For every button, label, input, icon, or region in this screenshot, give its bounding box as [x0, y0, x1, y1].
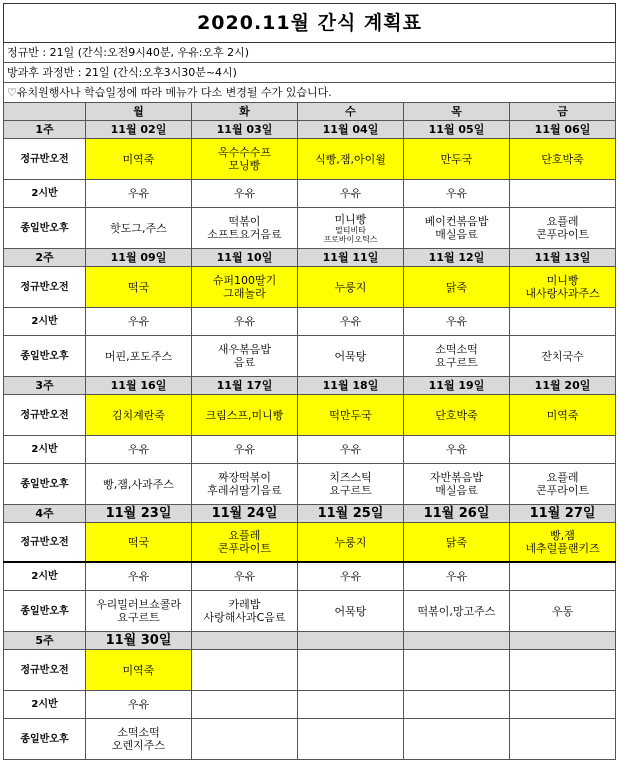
menu-row — [4, 562, 616, 591]
menu-cell — [86, 691, 192, 719]
menu-cell — [404, 562, 510, 591]
menu-cell — [192, 308, 298, 336]
menu-cell — [298, 395, 404, 436]
menu-cell — [86, 650, 192, 691]
menu-cell — [192, 336, 298, 377]
menu-item-text: 요플레 — [546, 215, 579, 228]
menu-cell — [404, 436, 510, 464]
menu-item-text: 식빵,잼,아이윌 — [315, 152, 386, 166]
date-cell: 11월 12일 — [404, 249, 510, 267]
menu-item-text: 우유 — [339, 570, 362, 583]
menu-item-text: 요플레 — [228, 529, 261, 542]
menu-cell — [192, 691, 298, 719]
row-label: 2시반 — [4, 436, 86, 464]
menu-item-text: 크림스프,미니빵 — [205, 408, 284, 422]
menu-cell — [192, 464, 298, 505]
row-label: 종일반오후 — [4, 336, 86, 377]
week-label: 4주 — [4, 505, 86, 523]
week-label: 2주 — [4, 249, 86, 267]
info-line-notice: ♡유치원행사나 학습일정에 따라 메뉴가 다소 변경될 수가 있습니다. — [4, 83, 616, 103]
menu-cell — [510, 719, 616, 760]
menu-cell — [510, 650, 616, 691]
menu-item-text: 베이컨볶음밥 — [424, 215, 489, 228]
menu-row — [4, 691, 616, 719]
date-cell: 11월 05일 — [404, 121, 510, 139]
menu-cell — [404, 650, 510, 691]
corner-cell — [4, 103, 86, 121]
day-header-wed: 수 — [298, 103, 404, 121]
menu-cell — [510, 436, 616, 464]
menu-row — [4, 395, 616, 436]
menu-row — [4, 650, 616, 691]
menu-cell — [86, 267, 192, 308]
day-header-tue: 화 — [192, 103, 298, 121]
menu-cell — [404, 308, 510, 336]
menu-cell — [298, 650, 404, 691]
menu-cell — [192, 650, 298, 691]
date-cell: 11월 24일 — [192, 505, 298, 523]
date-cell: 11월 26일 — [404, 505, 510, 523]
menu-cell — [86, 719, 192, 760]
menu-cell — [510, 691, 616, 719]
menu-item-text: 누룽지 — [334, 535, 367, 549]
menu-row — [4, 139, 616, 180]
menu-cell — [510, 523, 616, 563]
menu-item-text: 핫도그,주스 — [110, 221, 167, 235]
week-date-row — [4, 505, 616, 523]
menu-item-text: 우유 — [233, 315, 256, 328]
menu-cell — [86, 139, 192, 180]
menu-cell — [86, 464, 192, 505]
menu-cell — [404, 523, 510, 563]
day-header-thu: 목 — [404, 103, 510, 121]
menu-item-text: 우유 — [339, 315, 362, 328]
menu-item-text: 사랑해사과C음료 — [203, 611, 286, 624]
menu-item-text: 자반볶음밥 — [429, 471, 484, 484]
week-date-row — [4, 632, 616, 650]
date-cell: 11월 10일 — [192, 249, 298, 267]
menu-cell — [86, 336, 192, 377]
menu-cell — [298, 208, 404, 249]
menu-cell — [404, 395, 510, 436]
menu-cell — [298, 464, 404, 505]
row-label: 종일반오후 — [4, 464, 86, 505]
menu-cell — [86, 180, 192, 208]
menu-item-text: 우유 — [127, 187, 150, 200]
menu-item-text: 우유 — [127, 570, 150, 583]
week-date-row — [4, 121, 616, 139]
menu-cell — [298, 562, 404, 591]
menu-row — [4, 591, 616, 632]
menu-item-text: 미역죽 — [122, 663, 155, 677]
menu-item-text: 콘푸라이트 — [217, 542, 272, 555]
menu-row — [4, 308, 616, 336]
menu-item-text: 우유 — [445, 443, 468, 456]
menu-item-text: 우유 — [339, 443, 362, 456]
menu-row — [4, 267, 616, 308]
menu-item-text: 우유 — [233, 570, 256, 583]
snack-plan-table — [3, 3, 616, 760]
menu-cell — [298, 719, 404, 760]
menu-row — [4, 464, 616, 505]
date-cell: 11월 06일 — [510, 121, 616, 139]
menu-item-text: 우유 — [233, 443, 256, 456]
menu-item-text: 치즈스틱 — [329, 471, 372, 484]
menu-item-text: 짜장떡볶이 — [217, 471, 272, 484]
menu-cell — [192, 267, 298, 308]
menu-cell — [404, 691, 510, 719]
menu-item-text: 요플레 — [546, 471, 579, 484]
menu-cell — [192, 719, 298, 760]
menu-cell — [192, 436, 298, 464]
menu-item-text: 떡만두국 — [329, 408, 372, 422]
menu-cell — [192, 395, 298, 436]
menu-cell — [510, 180, 616, 208]
menu-cell — [86, 208, 192, 249]
menu-item-text: 머핀,포도주스 — [104, 349, 173, 363]
menu-cell — [510, 395, 616, 436]
menu-item-text: 어묵탕 — [334, 349, 367, 363]
menu-cell — [404, 139, 510, 180]
menu-item-text: 우유 — [445, 187, 468, 200]
menu-cell — [510, 139, 616, 180]
menu-item-text: 우유 — [127, 443, 150, 456]
date-cell: 11월 23일 — [86, 505, 192, 523]
menu-cell — [192, 562, 298, 591]
menu-item-text: 음료 — [233, 356, 256, 369]
menu-cell — [192, 523, 298, 563]
row-label: 2시반 — [4, 308, 86, 336]
menu-item-text: 새우볶음밥 — [217, 343, 272, 356]
row-label: 정규반오전 — [4, 650, 86, 691]
menu-item-text: 김치계란죽 — [111, 408, 166, 422]
menu-item-text: 우유 — [127, 698, 150, 711]
menu-item-text: 프로바이오틱스 — [323, 234, 378, 244]
menu-cell — [86, 395, 192, 436]
menu-item-text: 콘푸라이트 — [535, 484, 590, 497]
menu-item-text: 우유 — [127, 315, 150, 328]
menu-item-text: 잔치국수 — [541, 349, 584, 363]
date-cell: 11월 27일 — [510, 505, 616, 523]
menu-item-text: 모닝빵 — [228, 159, 261, 172]
menu-cell — [298, 336, 404, 377]
row-label: 종일반오후 — [4, 208, 86, 249]
menu-item-text: 오렌지주스 — [111, 739, 166, 752]
menu-cell — [298, 436, 404, 464]
menu-cell — [404, 267, 510, 308]
row-label: 2시반 — [4, 180, 86, 208]
row-label: 정규반오전 — [4, 139, 86, 180]
menu-item-text: 떡국 — [127, 535, 150, 549]
menu-cell — [86, 523, 192, 563]
week-label: 1주 — [4, 121, 86, 139]
date-cell: 11월 09일 — [86, 249, 192, 267]
date-cell: 11월 17일 — [192, 377, 298, 395]
menu-cell — [86, 308, 192, 336]
row-label: 2시반 — [4, 691, 86, 719]
menu-item-text: 떡볶이 — [228, 215, 261, 228]
row-label: 종일반오후 — [4, 719, 86, 760]
date-cell: 11월 18일 — [298, 377, 404, 395]
menu-row — [4, 719, 616, 760]
menu-item-text: 닭죽 — [445, 535, 468, 549]
menu-item-text: 만두국 — [440, 152, 473, 166]
menu-cell — [192, 139, 298, 180]
info-line-regular: 정규반 : 21일 (간식:오전9시40분, 우유:오후 2시) — [4, 43, 616, 63]
day-header-fri: 금 — [510, 103, 616, 121]
menu-item-text: 옥수수수프 — [217, 146, 272, 159]
date-cell: 11월 04일 — [298, 121, 404, 139]
menu-cell — [510, 464, 616, 505]
menu-item-text: 소프트요거음료 — [207, 228, 282, 241]
menu-item-text: 빵,잼,사과주스 — [103, 477, 174, 491]
menu-item-text: 우유 — [445, 315, 468, 328]
menu-item-text: 요구르트 — [117, 611, 160, 624]
menu-item-text: 그래놀라 — [223, 287, 266, 300]
date-cell: 11월 30일 — [86, 632, 192, 650]
menu-cell — [404, 591, 510, 632]
menu-item-text: 미니빵 — [546, 274, 579, 287]
menu-cell — [298, 267, 404, 308]
menu-item-text: 미역죽 — [546, 408, 579, 422]
date-cell — [404, 632, 510, 650]
date-cell — [510, 632, 616, 650]
menu-cell — [298, 139, 404, 180]
menu-cell — [510, 208, 616, 249]
week-label: 3주 — [4, 377, 86, 395]
menu-cell — [298, 591, 404, 632]
menu-item-text: 내사랑사과주스 — [525, 287, 600, 300]
menu-item-text: 미역죽 — [122, 152, 155, 166]
week-date-row — [4, 249, 616, 267]
menu-item-text: 떡볶이,망고주스 — [417, 604, 496, 618]
menu-cell — [298, 180, 404, 208]
menu-cell — [510, 336, 616, 377]
menu-item-text: 멀티비타 — [335, 225, 366, 235]
date-cell: 11월 11일 — [298, 249, 404, 267]
menu-cell — [510, 308, 616, 336]
date-cell: 11월 02일 — [86, 121, 192, 139]
menu-item-text: 후레쉬딸기음료 — [207, 484, 282, 497]
date-cell: 11월 13일 — [510, 249, 616, 267]
page-title: 2020.11월 간식 계획표 — [4, 4, 616, 43]
menu-item-text: 소떡소떡 — [117, 726, 160, 739]
row-label: 종일반오후 — [4, 591, 86, 632]
menu-row — [4, 523, 616, 563]
menu-cell — [510, 267, 616, 308]
menu-item-text: 소떡소떡 — [435, 343, 478, 356]
menu-item-text: 우동 — [551, 604, 574, 618]
menu-cell — [404, 719, 510, 760]
menu-item-text: 요구르트 — [329, 484, 372, 497]
menu-cell — [298, 308, 404, 336]
menu-item-text: 슈퍼100딸기 — [212, 274, 277, 287]
menu-cell — [404, 336, 510, 377]
menu-item-text: 어묵탕 — [334, 604, 367, 618]
menu-cell — [192, 180, 298, 208]
date-cell: 11월 03일 — [192, 121, 298, 139]
menu-item-text: 우유 — [233, 187, 256, 200]
menu-item-text: 빵,잼 — [550, 529, 575, 542]
menu-item-text: 단호박죽 — [541, 152, 584, 166]
menu-item-text: 미니빵 — [334, 212, 367, 226]
week-date-row — [4, 377, 616, 395]
menu-item-text: 네추럴플랜키즈 — [525, 542, 600, 555]
snack-plan-sheet — [3, 3, 615, 760]
menu-item-text: 닭죽 — [445, 280, 468, 294]
day-header-row — [4, 103, 616, 121]
menu-cell — [86, 562, 192, 591]
menu-cell — [298, 523, 404, 563]
menu-item-text: 콘푸라이트 — [535, 228, 590, 241]
row-label: 정규반오전 — [4, 523, 86, 563]
menu-cell — [298, 691, 404, 719]
date-cell: 11월 19일 — [404, 377, 510, 395]
menu-item-text: 단호박죽 — [435, 408, 478, 422]
date-cell — [192, 632, 298, 650]
menu-cell — [404, 180, 510, 208]
row-label: 정규반오전 — [4, 267, 86, 308]
menu-row — [4, 436, 616, 464]
menu-row — [4, 336, 616, 377]
menu-cell — [510, 591, 616, 632]
menu-row — [4, 208, 616, 249]
row-label: 정규반오전 — [4, 395, 86, 436]
menu-item-text: 매실음료 — [435, 484, 478, 497]
menu-item-text: 요구르트 — [435, 356, 478, 369]
menu-item-text: 카레밥 — [228, 598, 261, 611]
menu-item-text: 우유 — [339, 187, 362, 200]
info-line-afterschool: 방과후 과정반 : 21일 (간식:오후3시30분~4시) — [4, 63, 616, 83]
menu-cell — [192, 591, 298, 632]
row-label: 2시반 — [4, 562, 86, 591]
day-header-mon: 월 — [86, 103, 192, 121]
menu-cell — [86, 436, 192, 464]
date-cell: 11월 20일 — [510, 377, 616, 395]
menu-cell — [404, 464, 510, 505]
menu-item-text: 떡국 — [127, 280, 150, 294]
menu-cell — [192, 208, 298, 249]
menu-cell — [86, 591, 192, 632]
date-cell: 11월 25일 — [298, 505, 404, 523]
date-cell: 11월 16일 — [86, 377, 192, 395]
menu-row — [4, 180, 616, 208]
menu-cell — [404, 208, 510, 249]
menu-item-text: 누룽지 — [334, 280, 367, 294]
date-cell — [298, 632, 404, 650]
week-label: 5주 — [4, 632, 86, 650]
menu-item-text: 우유 — [445, 570, 468, 583]
menu-cell — [510, 562, 616, 591]
menu-item-text: 매실음료 — [435, 228, 478, 241]
menu-item-text: 우리밀러브쇼콜라 — [95, 598, 181, 611]
